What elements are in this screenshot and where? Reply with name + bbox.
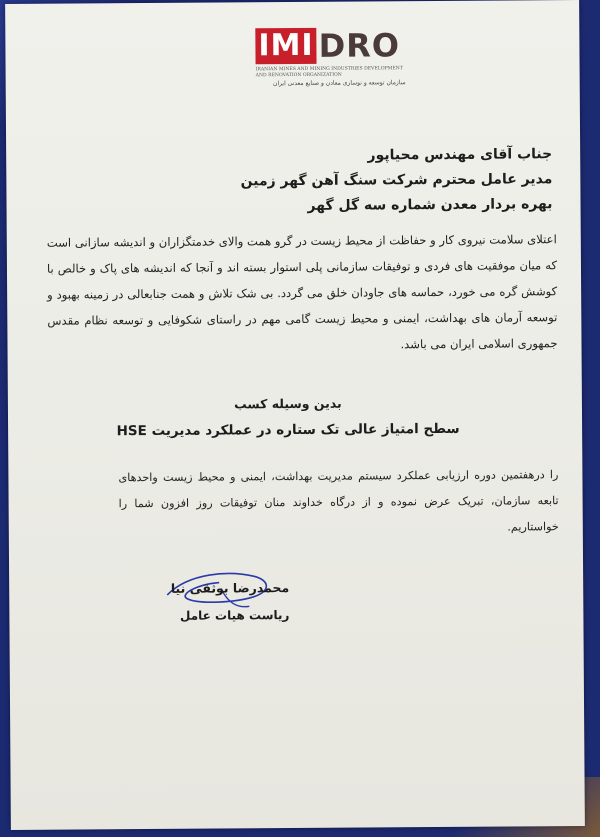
body-paragraph: اعتلای سلامت نیروی کار و حفاظت از محیط زیست در گرو همت والای خدمتگزاران و اندیشه سازانی است که میان موفقیت های فردی و توفیقات سازمانی پلی استوار بسته اند و آنجا که اندیشه های پاک و خالص با کوشش گره می خورد، حماسه های جاودان خلق می گردد. بی شک تلاش و همت جنابعالی در زمینه بهبود و توسعه آرمان های بهداشت، ایمنی و محیط زیست گامی مهم در راستای شکوفایی و توسعه نظام مقدس جمهوری اسلامی ایران می باشد.	[46, 232, 558, 352]
signer-title: ریاست هیات عامل	[179, 608, 290, 623]
award-intro: بدین وسیله کسب	[234, 395, 342, 412]
addressee-line: جناب آقای مهندس محیاپور	[367, 146, 553, 164]
signer-name: محمدرضا بوثقی نیا	[170, 580, 290, 596]
closing-paragraph: را درهفتمین دوره ارزیابی عملکرد سیستم مدیریت بهداشت، ایمنی و محیط زیست واحدهای تابعه سازمان، تبریک عرض نموده و از درگاه خداوند منان توفیقات روز افزون شما را خواستاریم.	[118, 468, 559, 534]
letterhead-logo	[255, 23, 405, 94]
letter-paper	[5, 0, 585, 830]
logo-mark	[255, 23, 405, 64]
addressee-line: مدیر عامل محترم شرکت سنگ آهن گهر زمین	[240, 171, 553, 190]
signature-area	[159, 562, 290, 643]
addressee-line: بهره بردار معدن شماره سه گل گهر	[307, 196, 553, 214]
award-title: سطح امتیاز عالی تک ستاره در عملکرد مدیریت HSE	[116, 420, 460, 440]
logo-right: DRO	[318, 26, 401, 65]
logo-left: IMI	[255, 28, 316, 64]
addressee-block	[192, 142, 553, 220]
org-name-en: IRANIAN MINES AND MINING INDUSTRIES DEVELOPMENT AND RENOVATION ORGANIZATION	[255, 66, 403, 79]
org-name-fa: سازمان توسعه و نوسازی معادن و صنایع معدنی ایران	[273, 79, 406, 88]
